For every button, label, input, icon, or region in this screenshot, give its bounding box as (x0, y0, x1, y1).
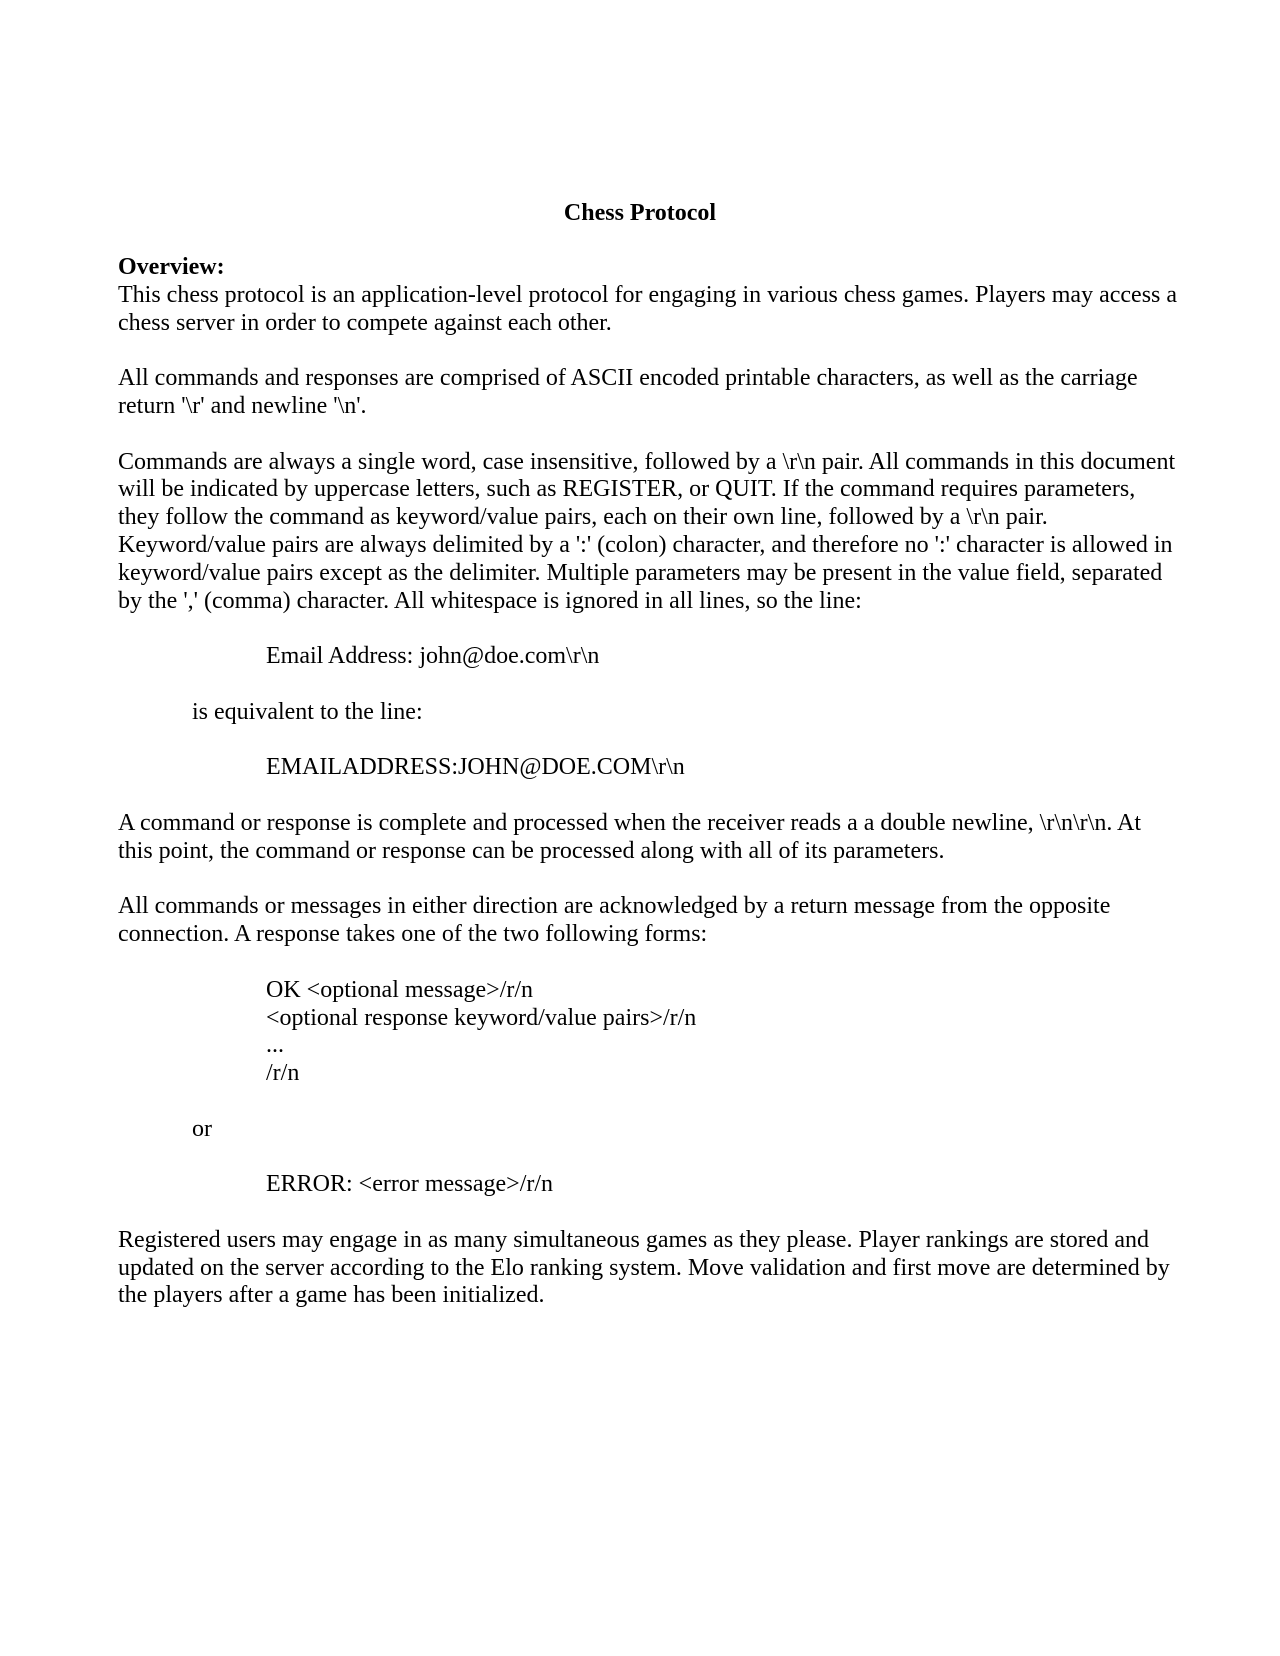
paragraph-completion: A command or response is complete and processed when the receiver reads a a double newline, \r\n\r\n. At this point, the command or response can be processed along with all of its parameters. (118, 809, 1141, 864)
or-text: or (192, 1115, 212, 1142)
document-body (118, 254, 1180, 1310)
paragraph-acknowledge: All commands or messages in either direction are acknowledged by a return message from the opposite connection. A response takes one of the two following forms: (118, 893, 1111, 948)
paragraph-intro: This chess protocol is an application-level protocol for engaging in various chess games. Players may access a chess server in order to compete against each other. (118, 281, 1178, 336)
ok-line: OK <optional message>/r/n (266, 976, 534, 1003)
example-line-2: EMAILADDRESS:JOHN@DOE.COM\r\n (266, 754, 685, 781)
ellipsis-line: ... (266, 1032, 284, 1059)
paragraph-ascii: All commands and responses are comprised of ASCII encoded printable characters, as well as the carriage return '\r' and newline '\n'. (118, 365, 1138, 419)
response-pairs-line: <optional response keyword/value pairs>/r/n (266, 1004, 697, 1031)
example-line-1: Email Address: john@doe.com\r\n (266, 643, 600, 670)
overview-heading: Overview: (118, 254, 225, 280)
equivalent-text: is equivalent to the line: (192, 698, 423, 725)
terminator-line: /r/n (266, 1060, 300, 1087)
ok-response-block (118, 977, 1180, 1088)
paragraph-commands: Commands are always a single word, case insensitive, followed by a \r\n pair. All commands in this document will be indicated by uppercase letters, such as REGISTER, or QUIT. If the command requires parameters, they follow the command as keyword/value pairs, each on their own line, followed by a \r\n pair. Keyword/value pairs are always delimited by a ':' (colon) character, and therefore no ':' character is allowed in keyword/value pairs except as the delimiter. Multiple parameters may be present in the value field, separated by the ',' (comma) character. All whitespace is ignored in all lines, so the line: (118, 448, 1176, 614)
error-line: ERROR: <error message>/r/n (266, 1171, 554, 1198)
page-title: Chess Protocol (563, 200, 717, 226)
paragraph-registered-users: Registered users may engage in as many simultaneous games as they please. Player rankings are stored and updated on the server according to the Elo ranking system. Move validation and first move are determined by the players after a game has been initialized. (118, 1226, 1170, 1309)
